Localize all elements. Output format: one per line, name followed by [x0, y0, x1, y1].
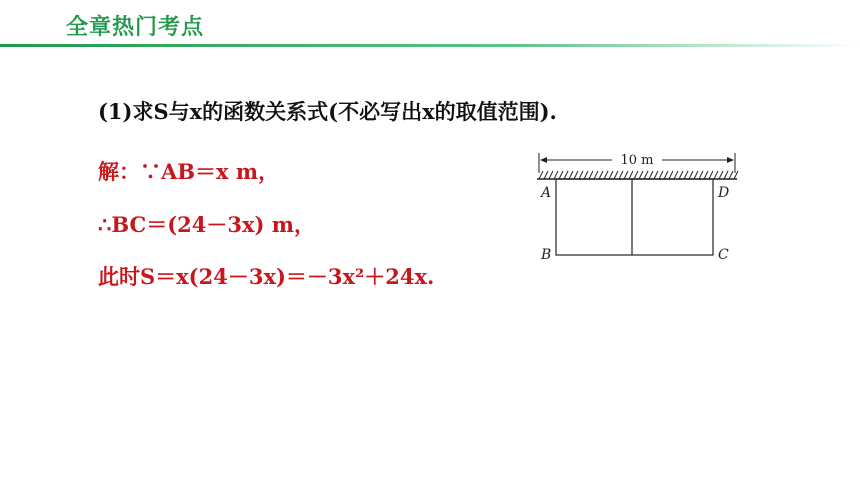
hatch-stroke: [579, 171, 583, 179]
hatch-stroke: [544, 171, 548, 179]
fence-diagram: [530, 147, 745, 276]
hatch-stroke: [604, 171, 608, 179]
hatch-stroke: [684, 171, 688, 179]
hatch-stroke: [594, 171, 598, 179]
hatch-stroke: [649, 171, 653, 179]
wall-hatching: [539, 171, 738, 179]
hatch-stroke: [719, 171, 723, 179]
question-text: (1)求S与x的函数关系式(不必写出x的取值范围).: [98, 99, 557, 124]
label-c: C: [718, 247, 729, 263]
hatch-stroke: [574, 171, 578, 179]
hatch-stroke: [639, 171, 643, 179]
hatch-stroke: [679, 171, 683, 179]
solution-line-1: 解：∵AB＝x m，: [98, 159, 280, 184]
hatch-stroke: [584, 171, 588, 179]
section-title: 全章热门考点: [66, 15, 205, 40]
solution-line-3: 此时S＝x(24－3x)＝－3x²＋24x.: [98, 264, 435, 289]
enclosure-rect: [556, 179, 713, 255]
hatch-stroke: [614, 171, 618, 179]
hatch-stroke: [569, 171, 573, 179]
hatch-stroke: [699, 171, 703, 179]
hatch-stroke: [714, 171, 718, 179]
dimension-label: 10 m: [620, 153, 654, 168]
hatch-stroke: [704, 171, 708, 179]
label-d: D: [718, 185, 730, 201]
hatch-stroke: [624, 171, 628, 179]
dimension-arrow-right: [727, 157, 734, 163]
hatch-stroke: [674, 171, 678, 179]
hatch-stroke: [599, 171, 603, 179]
hatch-stroke: [619, 171, 623, 179]
label-a: A: [541, 185, 552, 201]
dimension-arrow-left: [540, 157, 547, 163]
hatch-stroke: [644, 171, 648, 179]
solution-line-2: ∴BC＝(24－3x) m，: [98, 212, 315, 237]
fence-diagram-svg: [530, 147, 745, 272]
hatch-stroke: [694, 171, 698, 179]
hatch-stroke: [559, 171, 563, 179]
hatch-stroke: [629, 171, 633, 179]
hatch-stroke: [689, 171, 693, 179]
hatch-stroke: [729, 171, 733, 179]
hatch-stroke: [634, 171, 638, 179]
hatch-stroke: [669, 171, 673, 179]
hatch-stroke: [654, 171, 658, 179]
hatch-stroke: [554, 171, 558, 179]
header-divider: [0, 44, 860, 47]
label-b: B: [541, 247, 552, 263]
hatch-stroke: [659, 171, 663, 179]
hatch-stroke: [609, 171, 613, 179]
hatch-stroke: [549, 171, 553, 179]
hatch-stroke: [589, 171, 593, 179]
hatch-stroke: [709, 171, 713, 179]
hatch-stroke: [539, 171, 543, 179]
hatch-stroke: [724, 171, 728, 179]
hatch-stroke: [564, 171, 568, 179]
hatch-stroke: [664, 171, 668, 179]
